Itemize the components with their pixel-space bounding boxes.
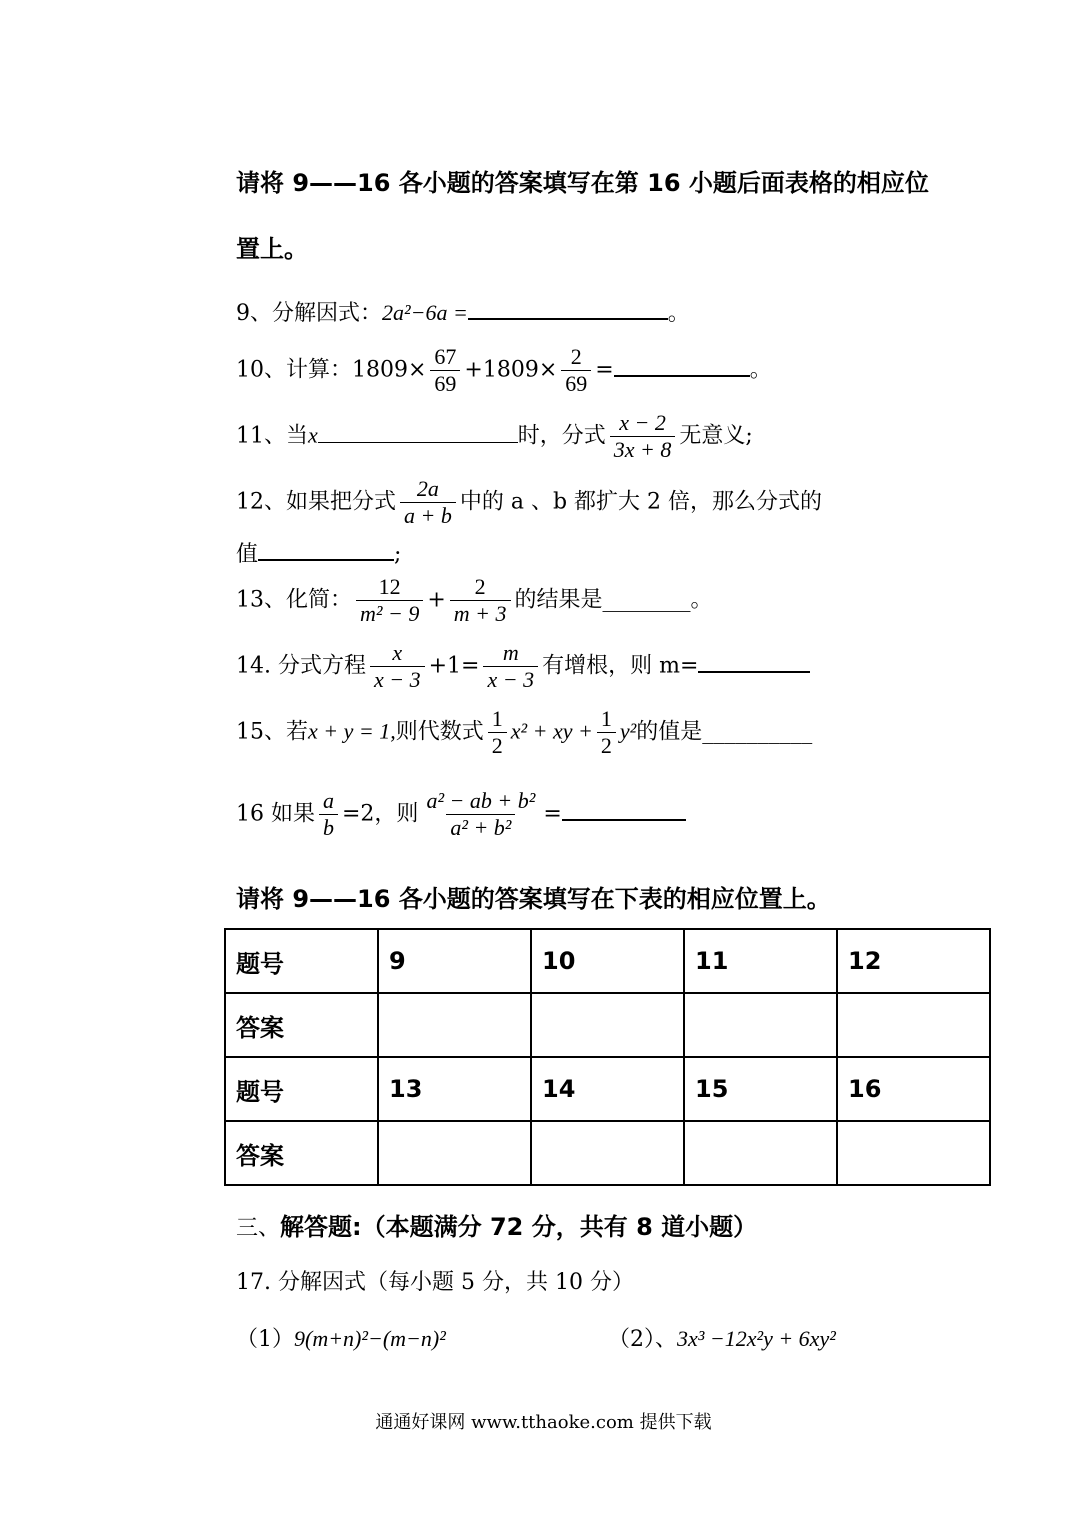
q10-f1-denominator: 69	[430, 370, 460, 397]
q10-term-b: +1809×	[464, 357, 558, 383]
q13-label: 13、化简：	[236, 587, 352, 613]
question-17-part-1	[236, 1324, 446, 1355]
table-cell: 15	[684, 1057, 837, 1121]
section-3-prefix: 三、	[236, 1216, 281, 1241]
q14-answer-blank	[698, 653, 810, 673]
instruction-line-1: 请将 9——16 各小题的答案填写在第 16 小题后面表格的相应位	[236, 169, 929, 197]
table-cell: 9	[378, 929, 531, 993]
question-15	[236, 706, 812, 759]
table-cell: 题号	[225, 929, 378, 993]
q16-label: 16 如果	[236, 801, 315, 827]
answer-cell-11[interactable]	[684, 993, 837, 1057]
q13-f2-numerator: 2	[474, 574, 486, 599]
q15-half-2	[597, 706, 616, 759]
question-12-line-2	[236, 540, 401, 570]
table-cell: 10	[531, 929, 684, 993]
q13-plus: +	[427, 587, 446, 613]
q11-end: 无意义;	[679, 423, 753, 449]
q16-equals: =	[543, 801, 562, 827]
table-cell: 11	[684, 929, 837, 993]
q14-f1-numerator: x	[392, 640, 403, 665]
q10-answer-blank	[614, 357, 750, 377]
table-row	[225, 1121, 990, 1185]
q16-mid: =2，则	[342, 801, 419, 827]
q9-expression: 2a²−6a =	[382, 300, 468, 325]
answer-cell-14[interactable]	[531, 1121, 684, 1185]
table-instruction: 请将 9——16 各小题的答案填写在下表的相应位置上。	[236, 885, 831, 913]
table-row	[225, 993, 990, 1057]
q12-mid: 中的 a 、b 都扩大 2 倍，那么分式的	[459, 489, 823, 515]
q15-h1-numerator: 1	[491, 706, 503, 731]
q15-h2-denominator: 2	[597, 732, 616, 759]
q16-ratio-numerator: a	[323, 788, 334, 813]
answer-cell-16[interactable]	[837, 1121, 990, 1185]
q13-end: 的结果是________。	[514, 587, 713, 613]
q10-equals: =	[595, 357, 614, 383]
q16-numerator: a² − ab + b²	[426, 788, 536, 813]
q13-f1-denominator: m² − 9	[356, 600, 423, 627]
q9-answer-blank	[468, 300, 668, 320]
q12-label: 12、如果把分式	[236, 489, 396, 515]
q12-answer-blank	[258, 541, 394, 561]
q15-h2-numerator: 1	[600, 706, 612, 731]
table-cell: 答案	[225, 993, 378, 1057]
q12-numerator: 2a	[416, 476, 439, 501]
table-row	[225, 1057, 990, 1121]
q13-f1-numerator: 12	[378, 574, 401, 599]
question-12	[236, 476, 822, 529]
q16-answer-blank	[562, 801, 686, 821]
answer-cell-15[interactable]	[684, 1121, 837, 1185]
q10-term-a: 1809×	[352, 357, 427, 383]
q14-label: 14. 分式方程	[236, 653, 366, 679]
q11-mid: 时，分式	[517, 423, 606, 449]
q14-fraction-2	[483, 640, 538, 693]
q16-ratio-denominator: b	[319, 814, 338, 841]
q11-numerator: x − 2	[619, 410, 666, 435]
q14-mid: +1=	[428, 653, 480, 679]
q12-line2-label: 值	[236, 542, 259, 567]
q9-label: 9、分解因式：	[236, 301, 382, 326]
question-14	[236, 640, 810, 693]
answer-cell-10[interactable]	[531, 993, 684, 1057]
instruction-line-2: 置上。	[236, 235, 308, 263]
q10-fraction-1	[430, 344, 460, 397]
q15-half-1	[488, 706, 507, 759]
table-row	[225, 929, 990, 993]
answer-table	[224, 928, 991, 1186]
question-17-part-2	[608, 1324, 836, 1355]
section-3-heading	[236, 1212, 757, 1244]
table-cell: 答案	[225, 1121, 378, 1185]
question-17: 17. 分解因式（每小题 5 分，共 10 分）	[236, 1270, 634, 1295]
q15-mid: 则代数式	[395, 719, 484, 745]
table-cell: 14	[531, 1057, 684, 1121]
table-cell: 题号	[225, 1057, 378, 1121]
q15-label: 15、若	[236, 719, 308, 745]
q10-f2-denominator: 69	[561, 370, 591, 397]
q14-f2-denominator: x − 3	[483, 666, 538, 693]
q15-term-1: x² + xy +	[510, 718, 593, 744]
q10-f1-numerator: 67	[434, 344, 457, 369]
answer-cell-12[interactable]	[837, 993, 990, 1057]
q9-end: 。	[667, 301, 690, 326]
q12-denominator: a + b	[400, 502, 456, 529]
q13-fraction-2	[450, 574, 511, 627]
q12-end: ;	[394, 542, 402, 567]
q14-fraction-1	[370, 640, 425, 693]
q17-1-expression: 9(m+n)²−(m−n)²	[294, 1326, 446, 1351]
q14-f1-denominator: x − 3	[370, 666, 425, 693]
table-cell: 13	[378, 1057, 531, 1121]
q16-fraction	[422, 788, 539, 841]
q11-denominator: 3x + 8	[610, 436, 676, 463]
q15-condition: x + y = 1,	[308, 718, 396, 744]
answer-cell-9[interactable]	[378, 993, 531, 1057]
q17-2-label: （2）、	[608, 1327, 677, 1352]
q12-fraction	[400, 476, 456, 529]
q11-var: x	[308, 422, 318, 448]
answer-cell-13[interactable]	[378, 1121, 531, 1185]
footer-watermark: 通通好课网 www.tthaoke.com 提供下载	[375, 1412, 712, 1433]
q11-answer-blank	[318, 424, 518, 443]
q13-f2-denominator: m + 3	[450, 600, 511, 627]
section-3-title: 解答题:（本题满分 72 分，共有 8 道小题）	[280, 1213, 758, 1241]
question-11	[236, 410, 753, 463]
q11-fraction	[610, 410, 676, 463]
q17-2-expression: 3x³ −12x²y + 6xy²	[677, 1326, 836, 1351]
q17-1-label: （1）	[236, 1327, 294, 1352]
q10-fraction-2	[561, 344, 591, 397]
question-9	[236, 298, 690, 329]
question-16	[236, 788, 686, 841]
q16-ratio	[319, 788, 338, 841]
q15-h1-denominator: 2	[488, 732, 507, 759]
q13-fraction-1	[356, 574, 423, 627]
q15-end: 的值是__________	[636, 719, 813, 745]
question-13	[236, 574, 713, 627]
table-cell: 12	[837, 929, 990, 993]
q14-f2-numerator: m	[502, 640, 519, 665]
q14-end: 有增根，则 m=	[542, 653, 699, 679]
q10-label: 10、计算：	[236, 357, 352, 383]
q11-label: 11、当	[236, 423, 308, 449]
question-10	[236, 344, 772, 397]
table-cell: 16	[837, 1057, 990, 1121]
q10-end: 。	[749, 357, 772, 383]
q16-denominator: a² + b²	[446, 814, 515, 841]
q10-f2-numerator: 2	[570, 344, 582, 369]
q15-term-2: y²	[619, 718, 637, 744]
